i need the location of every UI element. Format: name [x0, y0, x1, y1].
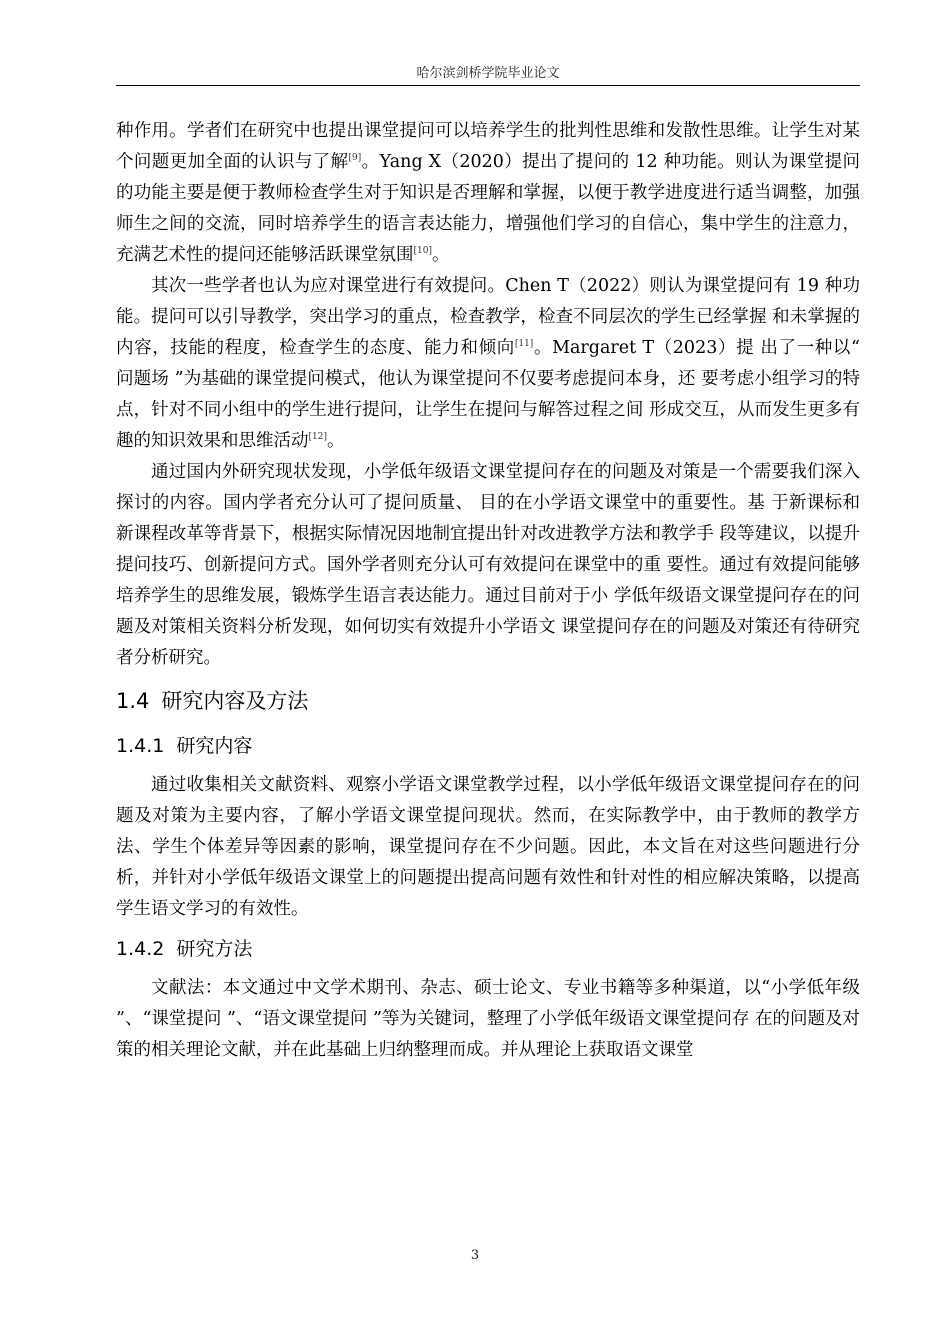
citation-10: [10] [413, 246, 432, 256]
paragraph-text: 。Margaret T（2023）提 出了一种以“ 问题场 ”为基础的课堂提问模式，他认为课堂提问不仅要考虑提问本身，还 要考虑小组学习的特点，针对不同小组中的学生进行提问，让学生在提问与解答过程之间 形成交互，从而发生更多有趣的知识效果和思维活动 [116, 338, 860, 451]
section-title: 研究内容 [176, 735, 253, 757]
section-number: 1.4.2 [116, 938, 165, 960]
header-rule [116, 85, 860, 86]
paragraph-text: 其次一些学者也认为应对课堂进行有效提问。Chen T（2022）则认为课堂提问有 19 种功能。提问可以引导教学，突出学习的重点，检查教学，检查不同层次的学生已经掌握 和未掌握的内容，技能的程度，检查学生的态度、能力和倾向 [116, 276, 860, 358]
section-heading-1-4-1 [116, 726, 860, 766]
section-number: 1.4.1 [116, 735, 165, 757]
paragraph-summary: 通过国内外研究现状发现，小学低年级语文课堂提问存在的问题及对策是一个需要我们深入探讨的内容。国内学者充分认可了提问质量、 目的在小学语文课堂中的重要性。基 于新课标和新课程改革等背景下，根据实际情况因地制宜提出针对改进教学方法和教学手 段等建议，以提升提问技巧、创新提问方式。国外学者则充分认可有效提问在课堂中的重 要性。通过有效提问能够培养学生的思维发展，锻炼学生语言表达能力。通过目前对于小 学低年级语文课堂提问存在的问题及对策相关资料分析发现，如何切实有效提升小学语文 课堂提问存在的问题及对策还有待研究者分析研究。 [116, 462, 860, 668]
section-number: 1.4 [116, 689, 150, 713]
paragraph-research-content: 通过收集相关文献资料、观察小学语文课堂教学过程，以小学低年级语文课堂提问存在的问题及对策为主要内容，了解小学语文课堂提问现状。然而，在实际教学中，由于教师的教学方法、学生个体差异等因素的影响，课堂提问存在不少问题。因此，本文旨在对这些问题进行分析，并针对小学低年级语文课堂上的问题提出提高问题有效性和针对性的相应解决策略，以提高学生语文学习的有效性。 [116, 775, 860, 919]
paragraph-text: 。 [431, 245, 450, 265]
paragraph-text: 种作用。学者们在研究中也提出课堂提问可以培养学生的批判性思维和发散性思维。让学生对某个问题更加全面的认识与了解 [116, 121, 860, 172]
page-number: 3 [470, 1248, 480, 1263]
citation-9: [9] [348, 153, 362, 163]
section-heading-1-4 [116, 680, 860, 722]
paragraph-text: 。Yang X（2020）提出了提问的 12 种功能。则认为课堂提问的功能主要是便于教师检查学生对于知识是否理解和掌握，以便于教学进度进行适当调整，加强师生之间的交流，同时培养学生的语言表达能力，增强他们学习的自信心，集中学生的注意力，充满艺术性的提问还能够活跃课堂氛围 [116, 152, 860, 265]
citation-11: [11] [514, 339, 534, 349]
paragraph-text: 。 [326, 431, 345, 451]
paragraph-foreign-research [116, 271, 860, 457]
paragraph-continued [116, 116, 860, 271]
paragraph-research-method: 文献法：本文通过中文学术期刊、杂志、硕士论文、专业书籍等多种渠道，以“小学低年级 ”、“课堂提问 ”、“语文课堂提问 ”等为关键词，整理了小学低年级语文课堂提问存 在的问题及对策的相关理论文献，并在此基础上归纳整理而成。并从理论上获取语文课堂 [116, 978, 860, 1060]
section-title: 研究内容及方法 [161, 689, 309, 713]
section-title: 研究方法 [176, 938, 253, 960]
running-header: 哈尔滨剑桥学院毕业论文 [416, 66, 560, 81]
section-heading-1-4-2 [116, 929, 860, 969]
page-body [116, 116, 860, 1066]
citation-12: [12] [308, 432, 327, 442]
